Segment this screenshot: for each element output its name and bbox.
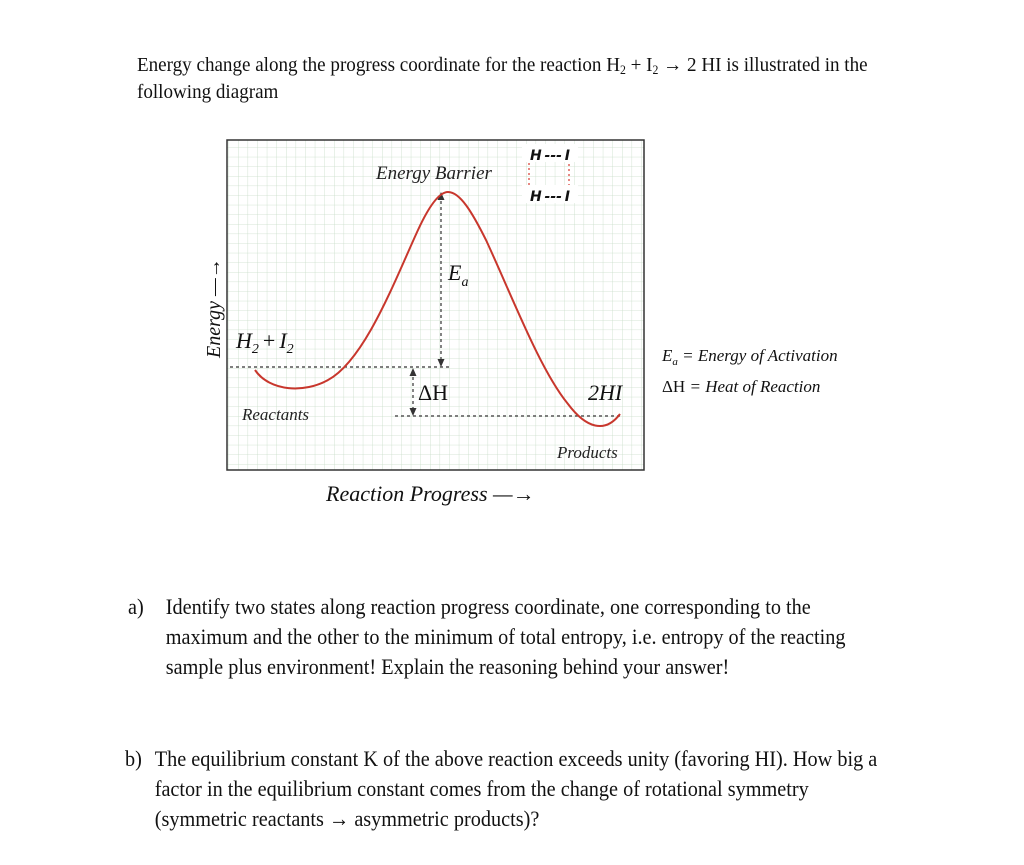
ea-label: $E_a$ <box>448 260 469 290</box>
intro-line-1: Energy change along the progress coordinate for the reaction $H_2 + I_2 \to 2$ HI is illustrated in the <box>137 54 868 78</box>
question-a-text: Identify two states along reaction progress coordinate, one corresponding to the maximum and the other to the minimum of total entropy, i.e. entropy of the reacting sample plus environment! Explain the reasoning behind your answer! <box>165 594 846 679</box>
transition-state-top: H --- I <box>530 148 570 164</box>
svg-text:Energy —→: Energy —→ <box>203 258 225 358</box>
y-axis-label <box>203 258 225 359</box>
intro-line-2: following diagram <box>137 81 279 103</box>
energy-diagram <box>190 128 890 513</box>
dh-label: ΔH <box>418 380 449 405</box>
question-a-label: a) <box>128 594 144 619</box>
products-formula: 2HI <box>588 380 623 405</box>
intro-paragraph <box>137 52 881 106</box>
energy-barrier-label: Energy Barrier <box>376 163 492 184</box>
reactants-formula: $H_2 + I_2$ <box>236 328 294 357</box>
products-label: Products <box>557 443 618 462</box>
x-axis-label: Reaction Progress —→ <box>326 481 535 506</box>
legend-ea: $E_a$ = Energy of Activation <box>662 346 838 368</box>
reactants-label: Reactants <box>242 405 310 424</box>
question-b-text: The equilibrium constant K of the above reaction exceeds unity (favoring HI). How big a factor in the equilibrium constant comes from the change of rotational symmetry (symmetric reactants → asymmetric products)? <box>154 746 878 831</box>
transition-state-bottom: H --- I <box>530 189 570 205</box>
legend-dh: ΔH = Heat of Reaction <box>662 377 821 396</box>
question-b-label: b) <box>125 746 142 771</box>
